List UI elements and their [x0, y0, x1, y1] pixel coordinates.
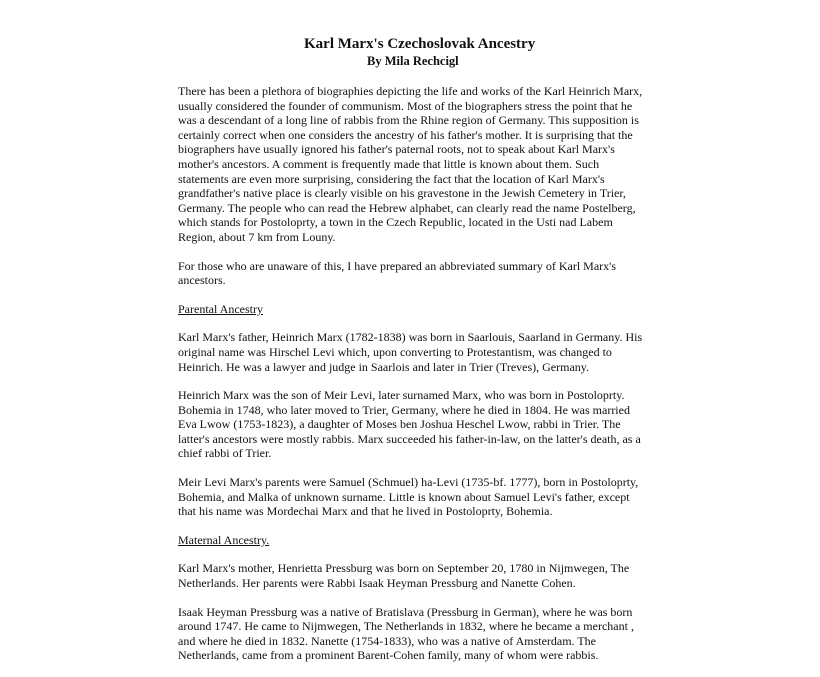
section-heading-parental: Parental Ancestry [178, 301, 263, 316]
body-paragraph: Karl Marx's mother, Henrietta Pressburg was born on September 20, 1780 in Nijmwegen, The Netherlands. Her parents were Rabbi Isaak Heyman Pressburg and Nanette Cohen. [178, 561, 630, 591]
section-heading-maternal: Maternal Ancestry. [178, 532, 270, 547]
author-byline: By Mila Rechcigl [367, 54, 459, 68]
body-paragraph: Karl Marx's father, Heinrich Marx (1782-1838) was born in Saarlouis, Saarland in Germany. His original name was Hirschel Levi which, upon converting to Protestantism, was changed to Heinrich. He was a lawyer and judge in Saarlois and later in Trier (Treves), Germany. [178, 330, 643, 374]
body-paragraph: Meir Levi Marx's parents were Samuel (Schmuel) ha-Levi (1735-bf. 1777), born in Postoloprty, Bohemia, and Malka of unknown surname. Little is known about Samuel Levi's father, except that his name was Mordechai Marx and that he lived in Postoloprty, Bohemia. [178, 475, 639, 519]
body-paragraph: Heinrich Marx was the son of Meir Levi, later surnamed Marx, who was born in Postoloprty. Bohemia in 1748, who later moved to Trier, Germany, where he died in 1804. He was married Eva Lwow (1753-1823), a daughter of Moses ben Joshua Heschel Lwow, rabbi in Trier. The latter's ancestors were mostly rabbis. Marx succeeded his father-in-law, on the latter's death, as a chief rabbi of Trier. [178, 388, 641, 461]
intro-paragraph: There has been a plethora of biographies depicting the life and works of the Karl Heinrich Marx, usually considered the founder of communism. Most of the biographers stress the point that he was a descendant of a long line of rabbis from the Rhine region of Germany. This supposition is certainly correct when one considers the ancestry of his father's mother. It is surprising that the biographers have usually ignored his father's paternal roots, not to speak about Karl Marx's mother's ancestors. A comment is frequently made that little is known about them. Such statements are even more surprising, considering the fact that the location of Karl Marx's grandfather's native place is clearly visible on his gravestone in the Jewish Cemetery in Trier, Germany. The people who can read the Hebrew alphabet, can clearly read the name Postelberg, which stands for Postoloprty, a town in the Czech Republic, located in the Usti nad Labem Region, about 7 km from Louny. [178, 84, 643, 244]
body-paragraph: Isaak Heyman Pressburg was a native of Bratislava (Pressburg in German), where he was born around 1747. He came to Nijmwegen, The Netherlands in 1832, where he became a merchant , and where he died in 1832. Nanette (1754-1833), who was a native of Amsterdam. The Netherlands, came from a prominent Barent-Cohen family, many of whom were rabbis. [178, 604, 634, 663]
document-title: Karl Marx's Czechoslovak Ancestry [304, 36, 536, 52]
intro-paragraph: For those who are unaware of this, I have prepared an abbreviated summary of Karl Marx's ancestors. [178, 258, 617, 288]
document-body [178, 84, 646, 677]
